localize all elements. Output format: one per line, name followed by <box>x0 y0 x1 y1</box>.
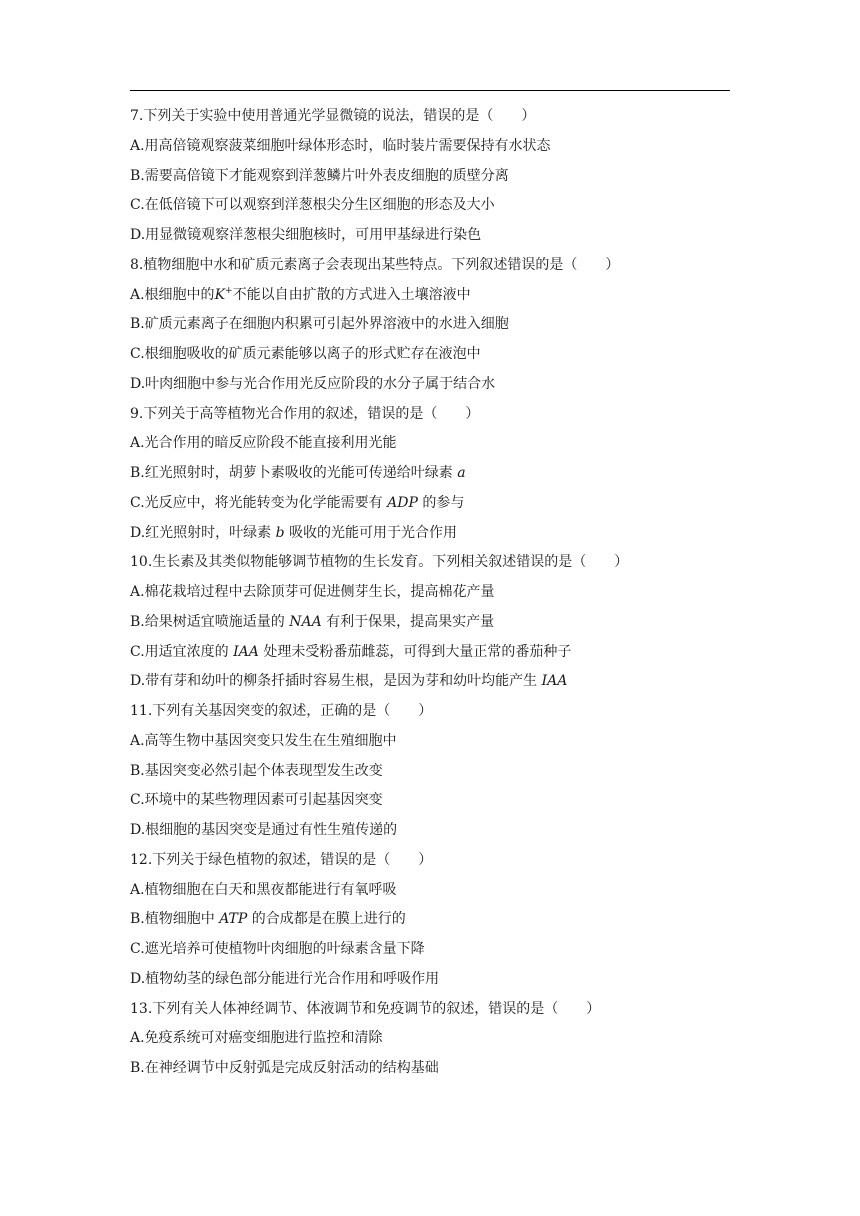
question-list <box>130 102 750 1084</box>
question-11-stem: 11.下列有关基因突变的叙述，正确的是（ ） <box>130 703 433 719</box>
question-12-option-a: A.植物细胞在白天和黑夜都能进行有氧呼吸 <box>130 881 397 898</box>
question-11-option-b: B.基因突变必然引起个体表现型发生改变 <box>130 762 383 779</box>
question-13-option-b: B.在神经调节中反射弧是完成反射活动的结构基础 <box>130 1060 439 1076</box>
question-9-option-a: A.光合作用的暗反应阶段不能直接利用光能 <box>130 435 397 452</box>
question-7-option-a: A.用高倍镜观察菠菜细胞叶绿体形态时，临时装片需要保持有水状态 <box>130 137 551 154</box>
question-9-option-c: C.光反应中，将光能转变为化学能需要有 ADP 的参与 <box>130 494 465 511</box>
header-rule <box>130 90 730 91</box>
question-12-option-b: B.植物细胞中 ATP 的合成都是在膜上进行的 <box>130 911 406 928</box>
question-13-stem: 13.下列有关人体神经调节、体液调节和免疫调节的叙述，错误的是（ ） <box>130 1000 601 1017</box>
question-10-option-b: B.给果树适宜喷施适量的 NAA 有利于保果，提高果实产量 <box>130 613 495 630</box>
question-8-option-a: A.根细胞中的K+不能以自由扩散的方式进入土壤溶液中 <box>130 285 471 303</box>
question-7-stem: 7.下列关于实验中使用普通光学显微镜的说法，错误的是（ ） <box>130 108 536 124</box>
question-10-stem: 10.生长素及其类似物能够调节植物的生长发育。下列相关叙述错误的是（ ） <box>130 554 629 571</box>
question-9-stem: 9.下列关于高等植物光合作用的叙述，错误的是（ ） <box>130 405 480 422</box>
question-11-option-a: A.高等生物中基因突变只发生在生殖细胞中 <box>130 732 397 749</box>
question-10-option-c: C.用适宜浓度的 IAA 处理未受粉番茄雌蕊，可得到大量正常的番茄种子 <box>130 643 572 660</box>
question-11-option-c: C.环境中的某些物理因素可引起基因突变 <box>130 792 383 809</box>
question-8-option-d: D.叶肉细胞中参与光合作用光反应阶段的水分子属于结合水 <box>130 375 496 392</box>
question-8-stem: 8.植物细胞中水和矿质元素离子会表现出某些特点。下列叙述错误的是（ ） <box>130 256 620 273</box>
question-8-option-c: C.根细胞吸收的矿质元素能够以离子的形式贮存在液泡中 <box>130 346 481 362</box>
question-13-option-a: A.免疫系统可对癌变细胞进行监控和清除 <box>130 1030 383 1047</box>
question-12-option-d: D.植物幼茎的绿色部分能进行光合作用和呼吸作用 <box>130 970 440 987</box>
question-12-option-c: C.遮光培养可使植物叶肉细胞的叶绿素含量下降 <box>130 941 425 957</box>
question-7-option-b: B.需要高倍镜下才能观察到洋葱鳞片叶外表皮细胞的质壁分离 <box>130 167 509 184</box>
question-12-stem: 12.下列关于绿色植物的叙述，错误的是（ ） <box>130 851 433 868</box>
question-8-option-b: B.矿质元素离子在细胞内积累可引起外界溶液中的水进入细胞 <box>130 316 509 333</box>
ion-charge: + <box>225 285 233 296</box>
question-9-option-d: D.红光照射时，叶绿素 b 吸收的光能可用于光合作用 <box>130 524 458 541</box>
question-10-option-a: A.棉花栽培过程中去除顶芽可促进侧芽生长，提高棉花产量 <box>130 584 495 600</box>
question-7-option-c: C.在低倍镜下可以观察到洋葱根尖分生区细胞的形态及大小 <box>130 197 495 214</box>
question-9-option-b: B.红光照射时，胡萝卜素吸收的光能可传递给叶绿素 a <box>130 465 466 481</box>
question-11-option-d: D.根细胞的基因突变是通过有性生殖传递的 <box>130 822 398 838</box>
question-10-option-d: D.带有芽和幼叶的柳条扦插时容易生根，是因为芽和幼叶均能产生 IAA <box>130 673 568 690</box>
potassium-ion-symbol: K <box>214 286 226 303</box>
question-7-option-d: D.用显微镜观察洋葱根尖细胞核时，可用甲基绿进行染色 <box>130 227 482 243</box>
